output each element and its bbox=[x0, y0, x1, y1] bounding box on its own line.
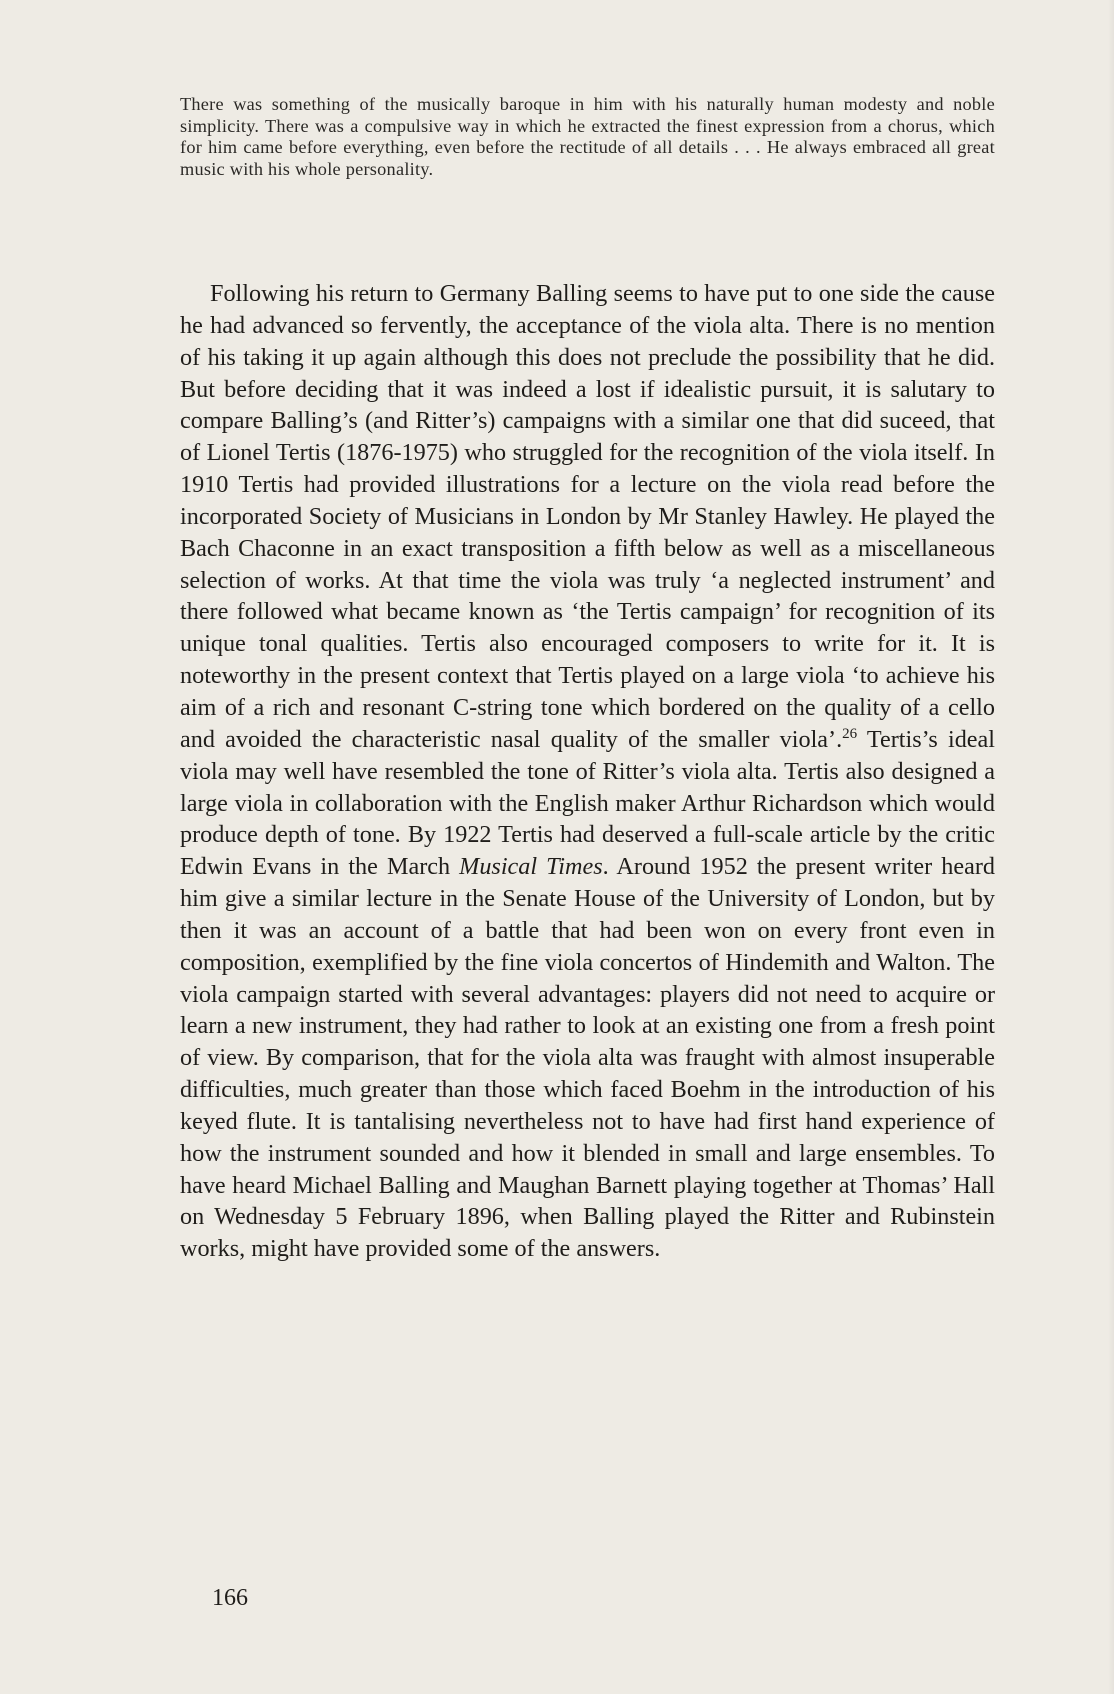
block-quote: There was something of the musically baroque in him with his naturally human modesty and noble simplicity. There was a compulsive way in which he extracted the finest expression from a chorus, which for him came before everything, even before the rectitude of all details . . . He always embraced all great music with his whole personality. bbox=[180, 94, 995, 179]
page-number: 166 bbox=[212, 1585, 248, 1611]
paragraph-text-part-3: . Around 1952 the present writer heard him give a similar lecture in the Senate House of the University of London, but by then it was an account of a battle that had been won on every front even in composition, exemplified by the fine viola concertos of Hindemith and Walton. The viola campaign started with several advantages: players did not need to acquire or learn a new instrument, they had rather to look at an existing one from a fresh point of view. By comparison, that for the viola alta was fraught with almost insuperable difficulties, much greater than those which faced Boehm in the introduction of his keyed flute. It is tantalising nevertheless not to have had first hand experience of how the instrument sounded and how it blended in small and large ensembles. To have heard Michael Balling and Maughan Barnett playing together at Thomas’ Hall on Wednesday 5 February 1896, when Balling played the Ritter and Rubinstein works, might have provided some of the answers. bbox=[180, 853, 995, 1263]
page-edge-shadow bbox=[1108, 0, 1114, 1694]
footnote-reference: 26 bbox=[842, 725, 858, 742]
paragraph-text-part-1: Following his return to Germany Balling seems to have put to one side the cause he had advanced so fervently, the acceptance of the viola alta. There is no mention of his taking it up again although this does not preclude the possibility that he did. But before deciding that it was indeed a lost if idealistic pursuit, it is salutary to compare Balling’s (and Ritter’s) campaigns with a similar one that did suceed, that of Lionel Tertis (1876-1975) who struggled for the recognition of the viola itself. In 1910 Tertis had provided illustrations for a lecture on the viola read before the incorporated Society of Musicians in London by Mr Stanley Hawley. He played the Bach Chaconne in an exact transposition a fifth below as well as a miscellaneous selection of works. At that time the viola was truly ‘a neglected instrument’ and there followed what became known as ‘the Tertis campaign’ for recognition of its unique tonal qualities. Tertis also encouraged composers to write for it. It is noteworthy in the present context that Tertis played on a large viola ‘to achieve his aim of a rich and resonant C-string tone which bordered on the quality of a cello and avoided the characteristic nasal quality of the smaller viola’. bbox=[180, 280, 995, 753]
journal-title-italic: Musical Times bbox=[459, 853, 603, 881]
paragraph-text-part-2: Tertis’s ideal viola may well have resembled the tone of Ritter’s viola alta. Tertis also designed a large viola in collaboration with the English maker Arthur Richardson which would produce depth of tone. By 1922 Tertis had deserved a full-scale article by the critic Edwin Evans in the March bbox=[180, 725, 995, 881]
body-paragraph bbox=[180, 278, 995, 1265]
